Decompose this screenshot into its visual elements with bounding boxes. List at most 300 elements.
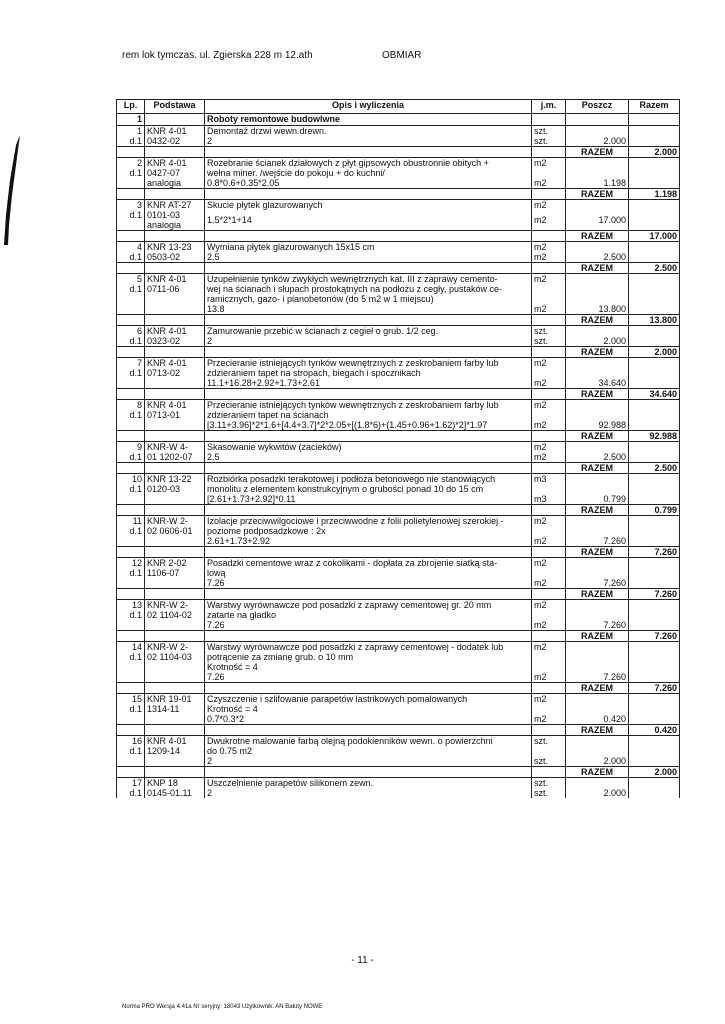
- table-row: [117, 600, 680, 621]
- item-unit-calc: szt.: [532, 136, 566, 147]
- razem-spacer: [532, 431, 566, 442]
- razem-row: [117, 231, 680, 242]
- item-podstawa: KNR 13-23 0503-02: [145, 242, 205, 263]
- item-description: Przecieranie istniejących tynków wewnętrznych z zeskrobaniem farby lub zdzieraniem tapet na stropach, biegach i spocznikach: [205, 358, 532, 379]
- scan-mark: [0, 135, 22, 245]
- item-poszcz: 7.260: [566, 536, 629, 547]
- col-header-lp: Lp.: [117, 100, 145, 114]
- razem-row: [117, 189, 680, 200]
- razem-row: [117, 347, 680, 358]
- table-row: [117, 400, 680, 421]
- item-unit: m2: [532, 442, 566, 453]
- item-razem-empty: [629, 378, 680, 389]
- item-podstawa: KNR 13-22 0120-03: [145, 474, 205, 505]
- item-description: Czyszczenie i szlifowanie parapetów lastrikowych pomalowanych Krotność = 4: [205, 694, 532, 715]
- item-unit-calc: m2: [532, 672, 566, 683]
- item-poszcz: 2.000: [566, 788, 629, 798]
- item-unit-calc: szt.: [532, 336, 566, 347]
- razem-label: RAZEM: [566, 725, 629, 736]
- item-unit-calc: m2: [532, 536, 566, 547]
- item-razem-empty: [629, 578, 680, 589]
- razem-label: RAZEM: [566, 547, 629, 558]
- razem-spacer: [117, 189, 145, 200]
- item-poszcz-empty: [566, 642, 629, 673]
- table-header-row: [117, 100, 680, 114]
- item-description: Rozbiórka posadzki terakotowej i podłoża betonowego nie stanowiących monolitu z elementem konstrukcyjnym o grubości ponad 10 do 15 cm: [205, 474, 532, 495]
- razem-spacer: [532, 147, 566, 158]
- section-number: 1: [117, 114, 145, 126]
- razem-spacer: [532, 589, 566, 600]
- razem-spacer: [532, 547, 566, 558]
- item-poszcz-empty: [566, 158, 629, 179]
- razem-spacer: [532, 683, 566, 694]
- razem-spacer: [145, 725, 205, 736]
- item-description: Uszczelnienie parapetów silikonem zewn.: [205, 778, 532, 789]
- item-razem-empty: [629, 126, 680, 137]
- razem-label: RAZEM: [566, 231, 629, 242]
- item-poszcz-empty: [566, 694, 629, 715]
- item-razem-empty: [629, 620, 680, 631]
- razem-label: RAZEM: [566, 683, 629, 694]
- item-unit: szt.: [532, 326, 566, 337]
- item-description: Posadzki cementowe wraz z cokolikami - dopłata za zbrojenie siatką sta- lową: [205, 558, 532, 579]
- col-header-razem: Razem: [629, 100, 680, 114]
- table-row: [117, 200, 680, 216]
- section-row: [117, 114, 680, 126]
- col-header-opis: Opis i wyliczenia: [205, 100, 532, 114]
- razem-spacer: [145, 231, 205, 242]
- item-description: Skasowanie wykwitów (zacieków): [205, 442, 532, 453]
- item-poszcz-empty: [566, 358, 629, 379]
- razem-value: 0.799: [629, 505, 680, 516]
- item-poszcz: 2.500: [566, 452, 629, 463]
- razem-row: [117, 263, 680, 274]
- item-unit: m2: [532, 600, 566, 621]
- item-poszcz-empty: [566, 516, 629, 537]
- item-podstawa: KNR-W 2- 02 0606-01: [145, 516, 205, 547]
- table-row: [117, 326, 680, 337]
- item-unit: m3: [532, 474, 566, 495]
- item-description: Izolacje przeciwwilgociowe i przeciwwodne z folii polietylenowej szerokiej - poziome podposadzkowe : 2x: [205, 516, 532, 537]
- razem-spacer: [145, 547, 205, 558]
- item-razem-empty: [629, 516, 680, 537]
- item-calculation: 2: [205, 788, 532, 798]
- item-poszcz: 2.500: [566, 252, 629, 263]
- item-description: Demontaż drzwi wewn.drewn.: [205, 126, 532, 137]
- razem-spacer: [117, 263, 145, 274]
- razem-spacer: [532, 263, 566, 274]
- item-poszcz: 13.800: [566, 304, 629, 315]
- item-podstawa: KNR 4-01 0713-02: [145, 358, 205, 389]
- item-unit-calc: m2: [532, 252, 566, 263]
- item-podstawa: KNR-W 2- 02 1104-03: [145, 642, 205, 683]
- item-description: Zamurowanie przebić w ścianach z cegieł o grub. 1/2 ceg.: [205, 326, 532, 337]
- item-razem-empty: [629, 642, 680, 673]
- table-row: [117, 242, 680, 253]
- item-razem-empty: [629, 326, 680, 337]
- item-calculation: [3.11+3.96]*2*1.6+[4.4+3.7]*2*2.05+[(1.8*6)+(1.45+0.96+1.62)*2]*1.97: [205, 420, 532, 431]
- razem-value: 92.988: [629, 431, 680, 442]
- item-calculation: [2.61+1.73+2.92]*0.11: [205, 494, 532, 505]
- item-razem-empty: [629, 788, 680, 798]
- item-razem-empty: [629, 694, 680, 715]
- item-unit: szt.: [532, 126, 566, 137]
- razem-spacer: [205, 631, 532, 642]
- table-row: [117, 474, 680, 495]
- item-razem-empty: [629, 158, 680, 179]
- item-razem-empty: [629, 336, 680, 347]
- item-lp: 7 d.1: [117, 358, 145, 389]
- item-razem-empty: [629, 442, 680, 453]
- razem-spacer: [145, 767, 205, 778]
- item-razem-empty: [629, 420, 680, 431]
- item-razem-empty: [629, 672, 680, 683]
- item-razem-empty: [629, 600, 680, 621]
- razem-spacer: [205, 231, 532, 242]
- item-unit-calc: m2: [532, 578, 566, 589]
- razem-label: RAZEM: [566, 263, 629, 274]
- item-poszcz-empty: [566, 126, 629, 137]
- razem-spacer: [145, 505, 205, 516]
- item-poszcz: 2.000: [566, 756, 629, 767]
- razem-spacer: [205, 263, 532, 274]
- razem-spacer: [205, 189, 532, 200]
- item-unit-calc: m2: [532, 378, 566, 389]
- item-calculation: 7.26: [205, 672, 532, 683]
- item-description: Rozebranie ścianek działowych z płyt gipsowych obustronnie obitych + wełna miner. /wejście do pokoju + do kuchni/: [205, 158, 532, 179]
- item-lp: 5 d.1: [117, 274, 145, 315]
- razem-row: [117, 547, 680, 558]
- razem-row: [117, 683, 680, 694]
- item-razem-empty: [629, 136, 680, 147]
- item-razem-empty: [629, 778, 680, 789]
- item-calculation: 2: [205, 336, 532, 347]
- item-poszcz-empty: [566, 558, 629, 579]
- razem-row: [117, 463, 680, 474]
- item-lp: 9 d.1: [117, 442, 145, 463]
- razem-row: [117, 767, 680, 778]
- item-unit-calc: m2: [532, 714, 566, 725]
- razem-spacer: [205, 683, 532, 694]
- item-lp: 14 d.1: [117, 642, 145, 683]
- item-unit: m2: [532, 516, 566, 537]
- razem-value: 2.000: [629, 347, 680, 358]
- item-calculation: 2: [205, 136, 532, 147]
- item-poszcz: 2.000: [566, 136, 629, 147]
- item-razem-empty: [629, 304, 680, 315]
- razem-row: [117, 631, 680, 642]
- razem-value: 34.640: [629, 389, 680, 400]
- razem-spacer: [117, 347, 145, 358]
- razem-row: [117, 725, 680, 736]
- item-lp: 16 d.1: [117, 736, 145, 767]
- item-description: Skucie płytek glazurowanych: [205, 200, 532, 216]
- razem-spacer: [205, 725, 532, 736]
- item-razem-empty: [629, 252, 680, 263]
- item-poszcz: 7.260: [566, 620, 629, 631]
- item-lp: 12 d.1: [117, 558, 145, 589]
- razem-spacer: [117, 147, 145, 158]
- item-razem-empty: [629, 452, 680, 463]
- item-description: Dwukrotne malowanie farbą olejną podokienników wewn. o powierzchni do 0.75 m2: [205, 736, 532, 757]
- item-poszcz: 7.260: [566, 672, 629, 683]
- item-lp: 2 d.1: [117, 158, 145, 189]
- razem-spacer: [117, 505, 145, 516]
- razem-spacer: [145, 263, 205, 274]
- razem-value: 2.000: [629, 767, 680, 778]
- razem-spacer: [205, 389, 532, 400]
- razem-value: 7.260: [629, 589, 680, 600]
- razem-value: 0.420: [629, 725, 680, 736]
- item-razem-empty: [629, 494, 680, 505]
- col-header-poszcz: Poszcz: [566, 100, 629, 114]
- item-poszcz: 2.000: [566, 336, 629, 347]
- razem-value: 17.000: [629, 231, 680, 242]
- item-poszcz-empty: [566, 736, 629, 757]
- razem-label: RAZEM: [566, 463, 629, 474]
- item-poszcz-empty: [566, 200, 629, 216]
- razem-spacer: [117, 767, 145, 778]
- item-razem-empty: [629, 178, 680, 189]
- table-row: [117, 516, 680, 537]
- razem-row: [117, 589, 680, 600]
- item-razem-empty: [629, 400, 680, 421]
- item-poszcz: 1.198: [566, 178, 629, 189]
- item-calculation: 2.5: [205, 452, 532, 463]
- item-razem-empty: [629, 558, 680, 579]
- item-lp: 11 d.1: [117, 516, 145, 547]
- item-razem-empty: [629, 215, 680, 231]
- razem-label: RAZEM: [566, 315, 629, 326]
- item-poszcz-empty: [566, 442, 629, 453]
- item-poszcz: 34.640: [566, 378, 629, 389]
- razem-row: [117, 147, 680, 158]
- razem-value: 2.000: [629, 147, 680, 158]
- item-lp: 8 d.1: [117, 400, 145, 431]
- razem-spacer: [145, 631, 205, 642]
- item-podstawa: KNR 4-01 0432-02: [145, 126, 205, 147]
- item-poszcz-empty: [566, 400, 629, 421]
- razem-spacer: [205, 147, 532, 158]
- item-razem-empty: [629, 736, 680, 757]
- razem-spacer: [145, 589, 205, 600]
- razem-spacer: [145, 147, 205, 158]
- razem-spacer: [145, 683, 205, 694]
- razem-spacer: [117, 547, 145, 558]
- razem-spacer: [532, 347, 566, 358]
- item-unit: m2: [532, 242, 566, 253]
- item-razem-empty: [629, 274, 680, 305]
- item-lp: 1 d.1: [117, 126, 145, 147]
- razem-row: [117, 505, 680, 516]
- razem-spacer: [117, 315, 145, 326]
- item-unit-calc: szt.: [532, 756, 566, 767]
- item-poszcz-empty: [566, 242, 629, 253]
- item-description: Warstwy wyrównawcze pod posadzki z zaprawy cementowej gr. 20 mm zatarte na gładko: [205, 600, 532, 621]
- razem-row: [117, 389, 680, 400]
- item-poszcz-empty: [566, 274, 629, 305]
- razem-label: RAZEM: [566, 389, 629, 400]
- razem-spacer: [532, 189, 566, 200]
- item-description: Wymiana płytek glazurowanych 15x15 cm: [205, 242, 532, 253]
- razem-spacer: [205, 767, 532, 778]
- razem-spacer: [205, 315, 532, 326]
- item-razem-empty: [629, 714, 680, 725]
- item-poszcz: 7.260: [566, 578, 629, 589]
- item-lp: 10 d.1: [117, 474, 145, 505]
- table-row: [117, 158, 680, 179]
- razem-spacer: [205, 347, 532, 358]
- table-row: [117, 694, 680, 715]
- razem-spacer: [205, 505, 532, 516]
- item-unit-calc: m3: [532, 494, 566, 505]
- document-header-type: OBMIAR: [382, 50, 422, 61]
- item-lp: 4 d.1: [117, 242, 145, 263]
- razem-spacer: [532, 389, 566, 400]
- razem-value: 13.800: [629, 315, 680, 326]
- item-unit: m2: [532, 274, 566, 305]
- item-unit-calc: m2: [532, 620, 566, 631]
- item-lp: 17 d.1: [117, 778, 145, 799]
- item-razem-empty: [629, 536, 680, 547]
- item-calculation: 0.8*0.6+0.35*2.05: [205, 178, 532, 189]
- item-unit-calc: m2: [532, 452, 566, 463]
- razem-spacer: [532, 725, 566, 736]
- razem-spacer: [117, 589, 145, 600]
- item-unit: m2: [532, 358, 566, 379]
- item-lp: 6 d.1: [117, 326, 145, 347]
- item-unit-calc: m2: [532, 420, 566, 431]
- item-podstawa: KNR-W 4- 01 1202-07: [145, 442, 205, 463]
- item-unit: m2: [532, 158, 566, 179]
- section-title: Roboty remontowe budowlwne: [205, 114, 532, 126]
- item-podstawa: KNR 2-02 1106-07: [145, 558, 205, 589]
- item-podstawa: KNR 4-01 0427-07 analogia: [145, 158, 205, 189]
- item-calculation: 11.1+16.28+2.92+1.73+2.61: [205, 378, 532, 389]
- razem-value: 1.198: [629, 189, 680, 200]
- item-poszcz-empty: [566, 778, 629, 789]
- razem-spacer: [532, 505, 566, 516]
- item-unit-calc: m2: [532, 178, 566, 189]
- item-calculation: 2: [205, 756, 532, 767]
- item-podstawa: KNR 4-01 1209-14: [145, 736, 205, 767]
- razem-spacer: [145, 315, 205, 326]
- razem-spacer: [205, 589, 532, 600]
- measurement-table: [116, 99, 680, 798]
- razem-label: RAZEM: [566, 189, 629, 200]
- razem-spacer: [117, 683, 145, 694]
- table-row: [117, 358, 680, 379]
- razem-value: 7.260: [629, 631, 680, 642]
- item-podstawa: KNR AT-27 0101-03 analogia: [145, 200, 205, 231]
- table-row: [117, 558, 680, 579]
- item-unit: szt.: [532, 736, 566, 757]
- item-lp: 13 d.1: [117, 600, 145, 631]
- item-poszcz: 17.000: [566, 215, 629, 231]
- razem-label: RAZEM: [566, 431, 629, 442]
- item-calculation: 13.8: [205, 304, 532, 315]
- item-podstawa: KNR 4-01 0713-01: [145, 400, 205, 431]
- razem-spacer: [145, 189, 205, 200]
- item-poszcz: 0.420: [566, 714, 629, 725]
- razem-label: RAZEM: [566, 347, 629, 358]
- item-unit: m2: [532, 642, 566, 673]
- item-razem-empty: [629, 200, 680, 216]
- item-razem-empty: [629, 756, 680, 767]
- item-podstawa: KNR-W 2- 02 1104-02: [145, 600, 205, 631]
- col-header-jm: j.m.: [532, 100, 566, 114]
- page-number: - 11 -: [351, 955, 374, 966]
- software-footer: Norma PRO Wersja 4.41a Nr seryjny: 18043 Użytkownik: AN Bałuty NOWE: [122, 1004, 323, 1010]
- item-unit: m2: [532, 694, 566, 715]
- item-unit: m2: [532, 400, 566, 421]
- item-podstawa: KNR 4-01 0323-02: [145, 326, 205, 347]
- document-header-title: rem lok tymczas. ul. Zgierska 228 m 12.ath: [122, 50, 313, 61]
- table-row: [117, 126, 680, 137]
- razem-spacer: [532, 231, 566, 242]
- item-poszcz-empty: [566, 326, 629, 337]
- razem-value: 7.260: [629, 683, 680, 694]
- table-row: [117, 442, 680, 453]
- razem-value: 2.500: [629, 263, 680, 274]
- table-row: [117, 642, 680, 673]
- razem-spacer: [117, 231, 145, 242]
- item-description: Warstwy wyrównawcze pod posadzki z zaprawy cementowej - dodatek lub potrącenie za zmianę grub. o 10 mm Krotność = 4: [205, 642, 532, 673]
- item-poszcz: 0.799: [566, 494, 629, 505]
- razem-row: [117, 431, 680, 442]
- item-razem-empty: [629, 358, 680, 379]
- item-unit-calc: szt.: [532, 788, 566, 798]
- item-calculation: 2.5: [205, 252, 532, 263]
- item-razem-empty: [629, 242, 680, 253]
- razem-label: RAZEM: [566, 589, 629, 600]
- razem-value: 7.260: [629, 547, 680, 558]
- razem-spacer: [532, 631, 566, 642]
- item-poszcz-empty: [566, 600, 629, 621]
- razem-label: RAZEM: [566, 147, 629, 158]
- razem-spacer: [145, 463, 205, 474]
- razem-spacer: [117, 463, 145, 474]
- item-unit-calc: m2: [532, 304, 566, 315]
- razem-spacer: [145, 389, 205, 400]
- razem-spacer: [205, 463, 532, 474]
- razem-spacer: [145, 431, 205, 442]
- item-calculation: 7.26: [205, 620, 532, 631]
- item-lp: 3 d.1: [117, 200, 145, 231]
- item-podstawa: KNR 4-01 0711-06: [145, 274, 205, 315]
- item-poszcz-empty: [566, 474, 629, 495]
- item-calculation: 1.5*2*1+14: [205, 215, 532, 231]
- razem-spacer: [117, 389, 145, 400]
- razem-row: [117, 315, 680, 326]
- item-calculation: 0.7*0.3*2: [205, 714, 532, 725]
- item-podstawa: KNR 19-01 1314-11: [145, 694, 205, 725]
- col-header-podstawa: Podstawa: [145, 100, 205, 114]
- razem-spacer: [532, 463, 566, 474]
- razem-spacer: [532, 315, 566, 326]
- razem-value: 2.500: [629, 463, 680, 474]
- razem-spacer: [532, 767, 566, 778]
- item-unit-calc: m2: [532, 215, 566, 231]
- table-row: [117, 736, 680, 757]
- item-calculation: 2.61+1.73+2.92: [205, 536, 532, 547]
- item-unit: szt.: [532, 778, 566, 789]
- item-description: Przecieranie istniejących tynków wewnętrznych z zeskrobaniem farby lub zdzieraniem tapet na ścianach: [205, 400, 532, 421]
- item-podstawa: KNP 18 0145-01.11: [145, 778, 205, 799]
- razem-label: RAZEM: [566, 767, 629, 778]
- item-calculation: 7.26: [205, 578, 532, 589]
- razem-label: RAZEM: [566, 505, 629, 516]
